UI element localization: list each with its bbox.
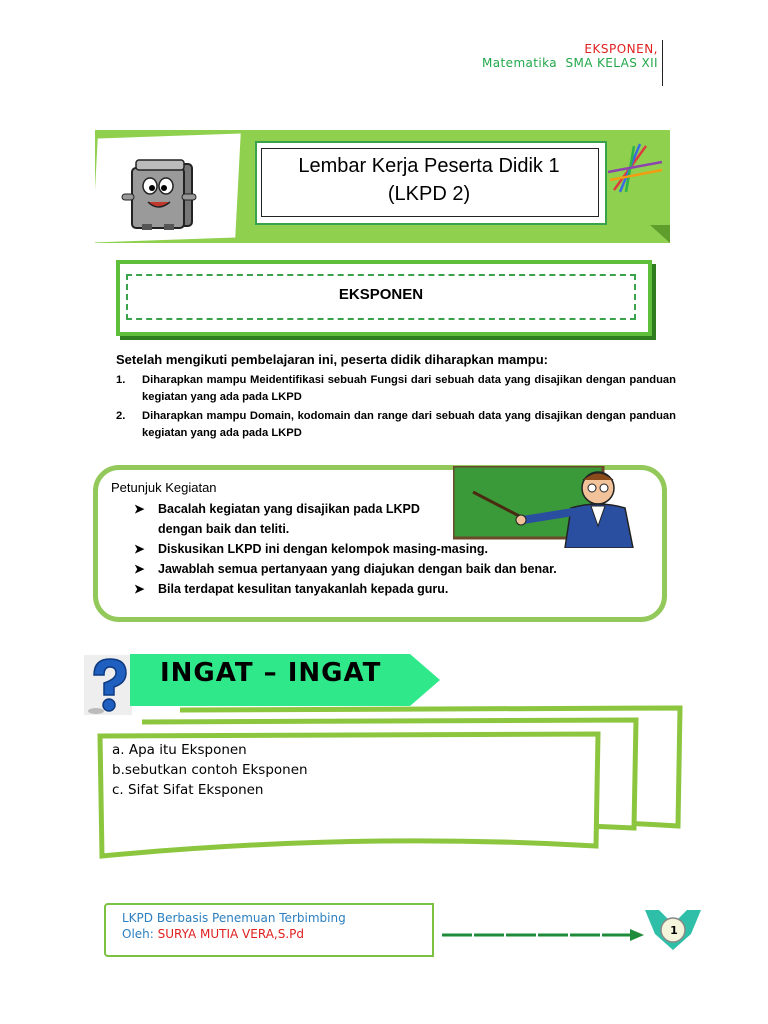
question-item: b.sebutkan contoh Eksponen <box>112 762 308 778</box>
header-divider <box>662 40 663 86</box>
question-item: a. Apa itu Eksponen <box>112 742 247 758</box>
objective-number: 2. <box>116 410 126 422</box>
arrow-bullet-icon: ➤ <box>134 562 145 576</box>
arrow-bullet-icon: ➤ <box>134 502 145 516</box>
teacher-chalkboard-icon <box>453 466 651 548</box>
page-number: 1 <box>670 924 678 937</box>
arrow-bullet-icon: ➤ <box>134 542 145 556</box>
objective-item <box>116 408 676 442</box>
question-item: c. Sifat Sifat Eksponen <box>112 782 264 798</box>
author-prefix: Oleh: <box>122 927 158 941</box>
arrow-bullet-icon: ➤ <box>134 582 145 596</box>
instruction-text: Diskusikan LKPD ini dengan kelompok masing-masing. <box>158 542 488 556</box>
objective-item <box>116 372 676 406</box>
instruction-text: Bila terdapat kesulitan tanyakanlah kepada guru. <box>158 582 449 596</box>
instruction-item <box>134 539 718 559</box>
author-name: SURYA MUTIA VERA,S.Pd <box>157 927 304 941</box>
title-line-2: (LKPD 2) <box>387 183 471 205</box>
instruction-item <box>134 559 718 579</box>
instructions-list <box>134 499 557 599</box>
book-character-icon <box>118 150 208 232</box>
colored-pencils-icon <box>606 142 666 194</box>
instruction-item <box>134 499 448 539</box>
instruction-text: Jawablah semua pertanyaan yang diajukan dengan baik dan benar. <box>158 562 557 576</box>
title-line-1: Lembar Kerja Peserta Didik 1 <box>298 155 560 177</box>
footer-arrow-icon <box>440 928 645 942</box>
instruction-item <box>134 579 718 599</box>
footer-subtitle: LKPD Berbasis Penemuan Terbimbing <box>122 911 346 925</box>
instructions-title: Petunjuk Kegiatan <box>111 480 217 495</box>
objectives-list <box>116 372 676 444</box>
section-title: EKSPONEN <box>338 286 424 303</box>
instruction-text: Bacalah kegiatan yang disajikan pada LKPD dengan baik dan teliti. <box>158 502 420 536</box>
objective-text: Diharapkan mampu Domain, kodomain dan range dari sebuah data yang disajikan dengan panduan kegiatan yang ada pada LKPD <box>142 410 676 439</box>
objective-number: 1. <box>116 374 126 386</box>
objective-text: Diharapkan mampu Meidentifikasi sebuah Fungsi dari sebuah data yang disajikan dengan panduan kegiatan yang ada pada LKPD <box>142 374 676 403</box>
header-subject: Matematika SMA KELAS XII <box>482 56 658 70</box>
footer-author-line <box>122 927 304 941</box>
ingat-title: INGAT – INGAT <box>160 658 382 688</box>
header-topic: EKSPONEN, <box>584 42 658 56</box>
banner-fold <box>650 225 670 243</box>
objectives-intro: Setelah mengikuti pembelajaran ini, peserta didik diharapkan mampu: <box>116 352 549 367</box>
page-title <box>261 152 597 208</box>
question-list <box>112 740 308 800</box>
